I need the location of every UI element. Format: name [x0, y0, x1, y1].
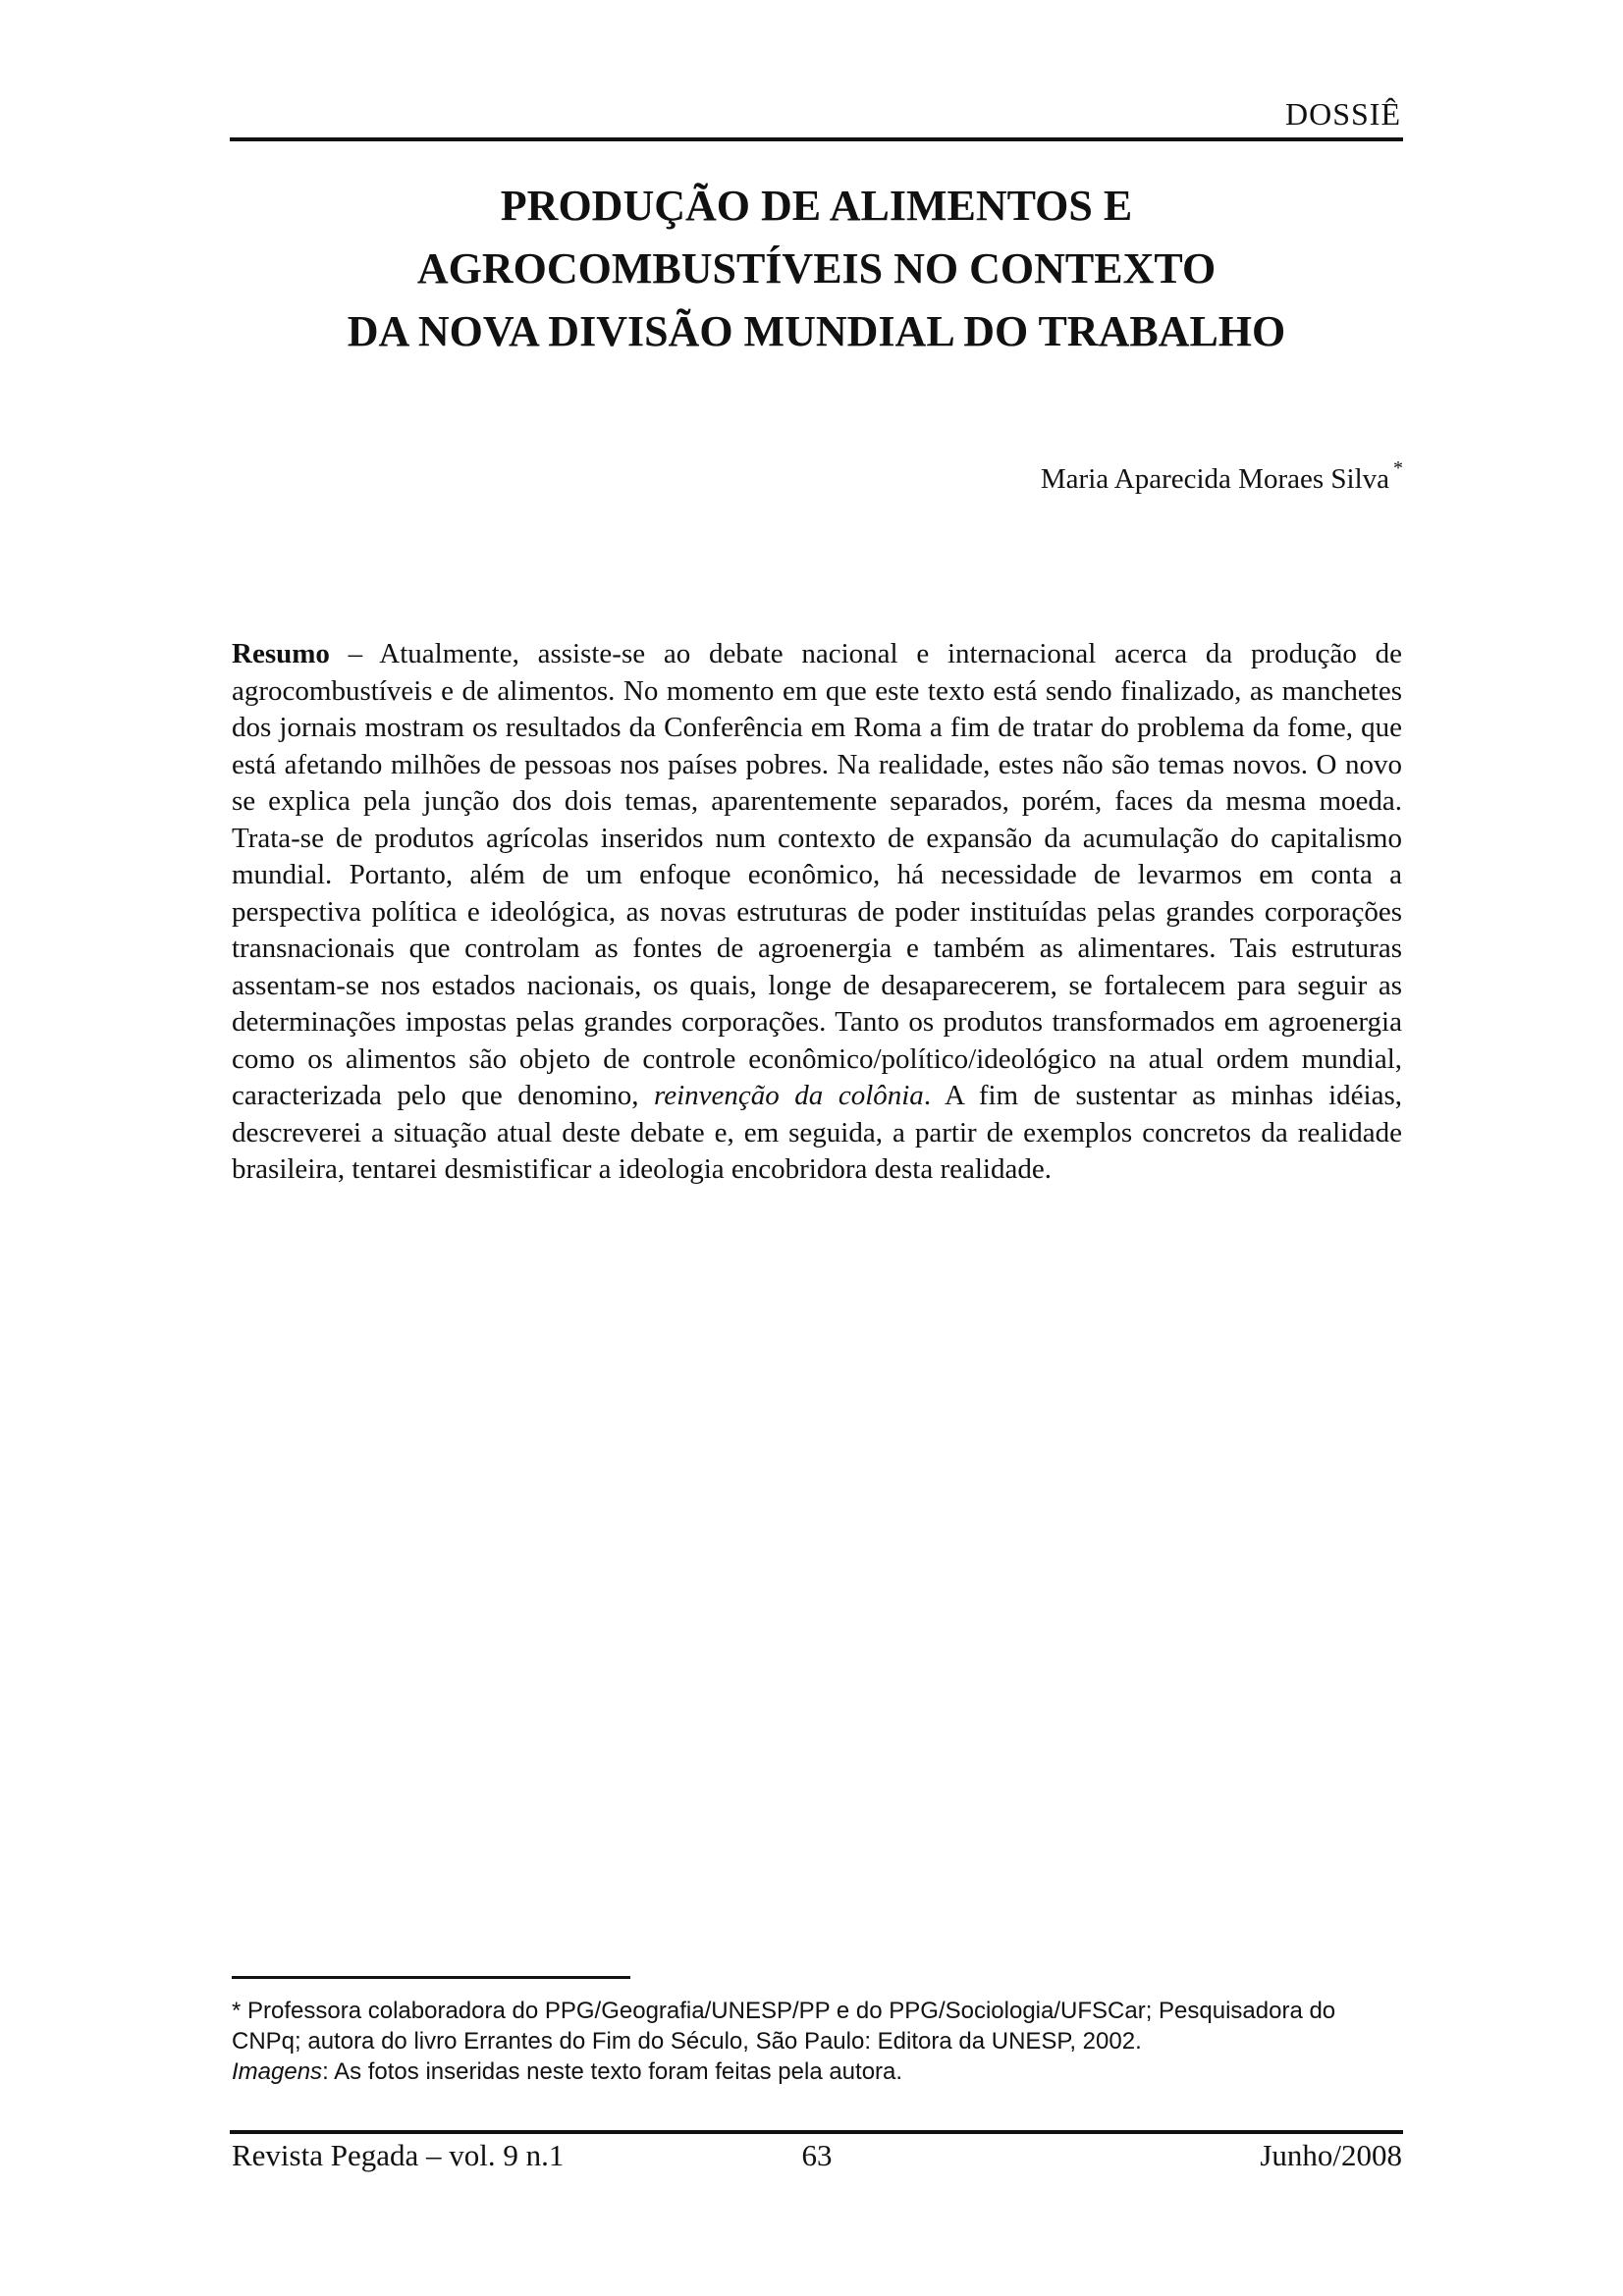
footnote-affiliation: * Professora colaboradora do PPG/Geografia/UNESP/PP e do PPG/Sociologia/UFSCar; Pesquisadora do CNPq; autora do livro Errantes do Fim do Século, São Paulo: Editora da UNESP, 2002. — [232, 1998, 1336, 2055]
journal-name: Revista Pegada – vol. 9 n.1 — [232, 2138, 565, 2172]
section-label: DOSSIÊ — [1284, 96, 1401, 132]
footnote-marker: * — [1393, 457, 1403, 479]
page-number: 63 — [801, 2138, 833, 2172]
title-line: DA NOVA DIVISÃO MUNDIAL DO TRABALHO — [347, 307, 1286, 355]
title-line: PRODUÇÃO DE ALIMENTOS E — [500, 182, 1133, 230]
author-byline — [1040, 457, 1403, 496]
abstract-paragraph — [232, 636, 1402, 1189]
footnote — [232, 1996, 1404, 2087]
title-line: AGROCOMBUSTÍVEIS NO CONTEXTO — [416, 244, 1217, 293]
abstract-text-end: . A fim de sustentar as minhas idéias, descreverei a situação atual deste debate e, em seguida, a partir de exemplos concretos da realidade brasileira, tentarei desmistificar a ideologia encobridora desta realidade. — [232, 1080, 1402, 1185]
footnote-images-text: : As fotos inseridas neste texto foram feitas pela autora. — [322, 2058, 903, 2085]
footer-rule — [230, 2130, 1403, 2134]
footnote-images — [232, 2056, 1404, 2087]
issue-date: Junho/2008 — [1260, 2138, 1402, 2172]
footnote-rule — [232, 1976, 630, 1979]
page-footer — [232, 2138, 1402, 2177]
abstract-italic-term: reinvenção da colônia — [654, 1080, 924, 1111]
footnote-images-label: Imagens — [232, 2058, 323, 2085]
abstract-text: – Atualmente, assiste-se ao debate nacional e internacional acerca da produção de agrocombustíveis e de alimentos. No momento em que este texto está sendo finalizado, as manchetes dos jornais mostram os resultados da Conferência em Roma a fim de tratar do problema da fome, que está afetando milhões de pessoas nos países pobres. Na realidade, estes não são temas novos. O novo se explica pela junção dos dois temas, aparentemente separados, porém, faces da mesma moeda. Trata-se de produtos agrícolas inseridos num contexto de expansão da acumulação do capitalismo mundial. Portanto, além de um enfoque econômico, há necessidade de levarmos em conta a perspectiva política e ideológica, as novas estruturas de poder instituídas pelas grandes corporações transnacionais que controlam as fontes de agroenergia e também as alimentares. Tais estruturas assentam-se nos estados nacionais, os quais, longe de desaparecerem, se fortalecem para seguir as determinações impostas pelas grandes corporações. Tanto os produtos transformados em agroenergia como os alimentos são objeto de controle econômico/político/ideológico na atual ordem mundial, caracterizada pelo que denomino, — [232, 638, 1402, 1111]
abstract-label: Resumo — [232, 638, 330, 669]
header-rule — [230, 137, 1403, 141]
author-name: Maria Aparecida Moraes Silva — [1040, 463, 1389, 495]
article-title — [230, 175, 1403, 363]
